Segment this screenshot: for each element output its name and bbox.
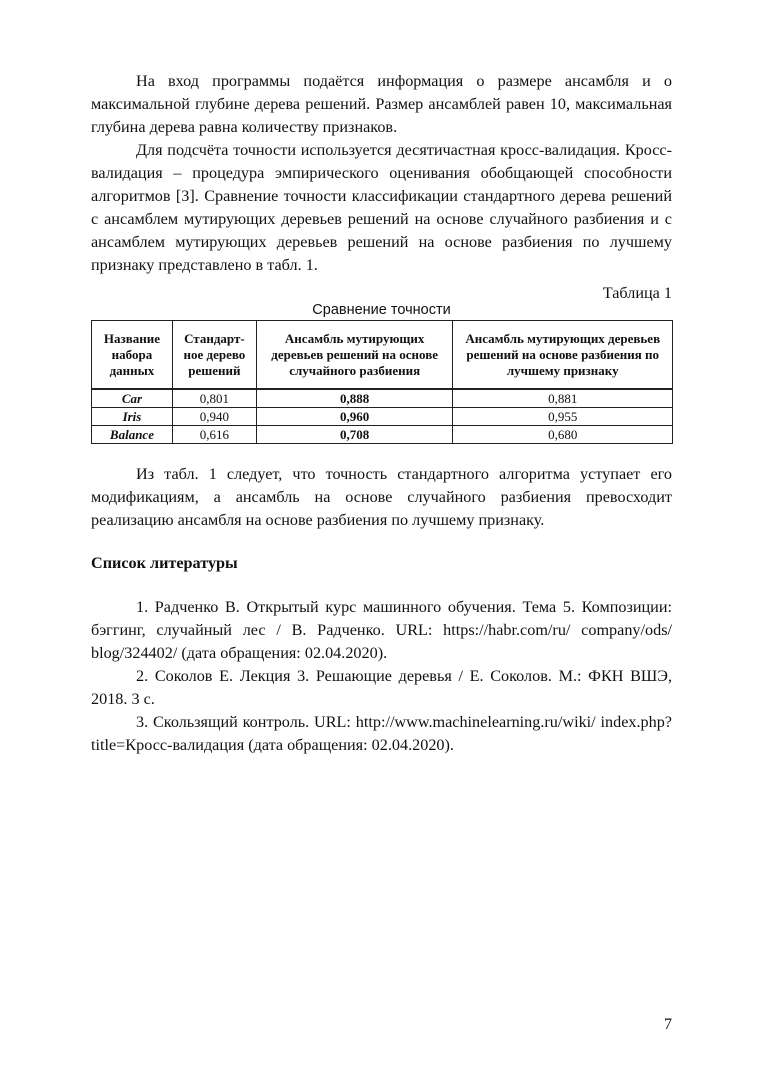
- references-list: [91, 596, 672, 757]
- table-row: [92, 408, 673, 426]
- paragraph-input: На вход программы подаётся информация о размере ансамбля и о максимальной глубине дерева решений. Размер ансамблей равен 10, максимальная глубина дерева равна количеству признаков.: [91, 72, 672, 136]
- reference-item: 1. Радченко В. Открытый курс машинного обучения. Тема 5. Композиции: бэггинг, случайный лес / В. Радченко. URL: https://habr.com/ru/ company/ods/ blog/324402/ (дата обращения: 02.04.2020).: [91, 598, 672, 662]
- reference-item: 3. Скользящий контроль. URL: http://www.machinelearning.ru/wiki/ index.php?title=Кросс-валидация (дата обращения: 02.04.2020).: [91, 713, 672, 754]
- table-row: [92, 426, 673, 444]
- random-split-accuracy: 0,888: [256, 389, 453, 408]
- table-number: Таблица 1: [602, 284, 672, 302]
- accuracy-table: [91, 320, 673, 444]
- standard-accuracy: 0,801: [172, 389, 256, 408]
- table-row: [92, 389, 673, 408]
- page-number: 7: [664, 1016, 672, 1033]
- best-split-accuracy: 0,680: [453, 426, 673, 444]
- dataset-name: Balance: [92, 426, 173, 444]
- random-split-accuracy: 0,960: [256, 408, 453, 426]
- dataset-name: Car: [92, 389, 173, 408]
- standard-accuracy: 0,940: [172, 408, 256, 426]
- references-heading: Список литературы: [91, 554, 238, 572]
- best-split-accuracy: 0,955: [453, 408, 673, 426]
- table-header-row: [92, 321, 673, 390]
- paragraph-crossvalidation: Для подсчёта точности используется десятичастная кросс-валидация. Кросс-валидация – процедура эмпирического оценивания обобщающей способности алгоритмов [3]. Сравнение точности классификации стандартного дерева решений с ансамблем мутирующих деревьев решений на основе случайного разбиения и с ансамблем мутирующих деревьев решений на основе разбиения по лучшему признаку представлено в табл. 1.: [91, 141, 672, 274]
- reference-item: 2. Соколов Е. Лекция 3. Решающие деревья / Е. Соколов. М.: ФКН ВШЭ, 2018. 3 с.: [91, 667, 672, 708]
- best-split-accuracy: 0,881: [453, 389, 673, 408]
- conclusion-text: [91, 463, 672, 532]
- standard-accuracy: 0,616: [172, 426, 256, 444]
- header-best-split-ensemble: Ансамбль мутирующих деревьев решений на основе разбиения по лучшему признаку: [453, 321, 673, 390]
- header-random-split-ensemble: Ансамбль мутирующих деревьев решений на основе случайного разбиения: [256, 321, 453, 390]
- dataset-name: Iris: [92, 408, 173, 426]
- table-caption: Сравнение точности: [312, 302, 451, 318]
- random-split-accuracy: 0,708: [256, 426, 453, 444]
- paragraph-conclusion: Из табл. 1 следует, что точность стандартного алгоритма уступает его модификациям, а ансамбль на основе случайного разбиения превосходит реализацию ансамбля на основе разбиения по лучшему признаку.: [91, 465, 672, 529]
- header-standard-tree: Стандарт-ное дерево решений: [172, 321, 256, 390]
- intro-text: [91, 70, 672, 277]
- header-dataset: Название набора данных: [92, 321, 173, 390]
